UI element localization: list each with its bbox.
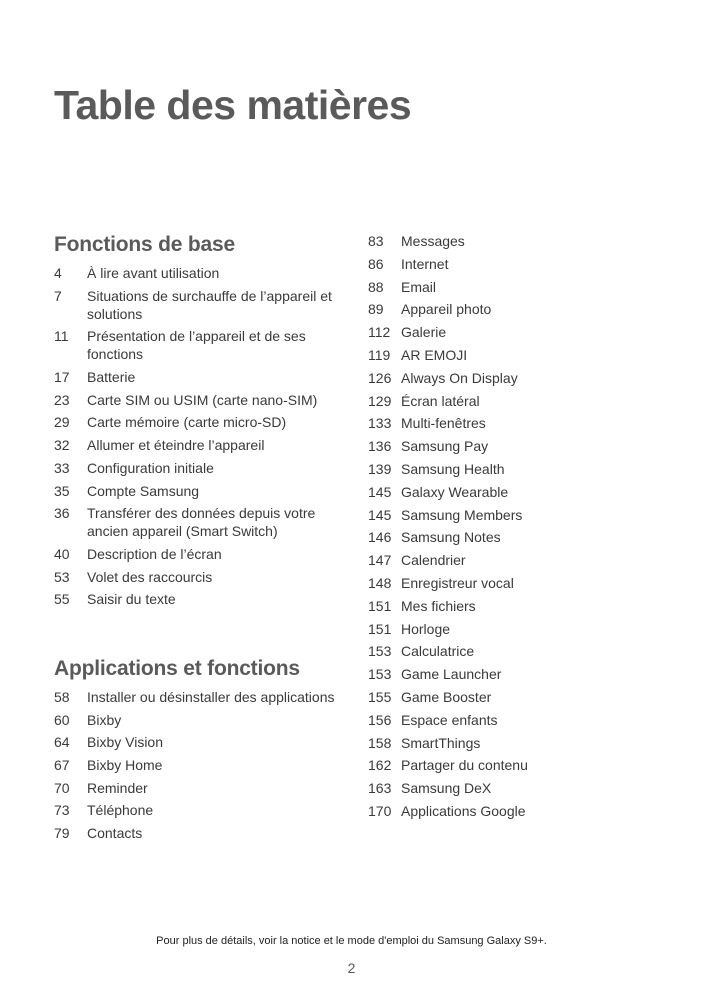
toc-entry-title: Transférer des données depuis votre ancien appareil (Smart Switch) bbox=[87, 505, 316, 540]
toc-page-number: 155 bbox=[368, 688, 392, 705]
toc-page-number: 148 bbox=[368, 574, 392, 591]
toc-page-number: 146 bbox=[368, 529, 392, 546]
toc-page-number: 17 bbox=[54, 369, 70, 386]
toc-entry-title: Samsung Notes bbox=[401, 529, 501, 546]
toc-entry[interactable] bbox=[368, 414, 668, 432]
toc-page-number: 139 bbox=[368, 460, 392, 477]
toc-entry[interactable] bbox=[368, 506, 668, 524]
toc-entry-title: Batterie bbox=[87, 369, 136, 386]
toc-entry-title: Game Launcher bbox=[401, 666, 502, 683]
toc-entry[interactable] bbox=[54, 327, 344, 363]
toc-entry[interactable] bbox=[54, 733, 344, 751]
toc-entry[interactable] bbox=[368, 323, 668, 341]
toc-entry-title: Samsung DeX bbox=[401, 780, 492, 797]
toc-entry-title: Samsung Health bbox=[401, 460, 505, 477]
toc-entry-title: Samsung Pay bbox=[401, 438, 489, 455]
section-heading-applications-et-fonctions: Applications et fonctions bbox=[54, 657, 300, 680]
toc-page-number: 58 bbox=[54, 689, 70, 705]
toc-page-number: 83 bbox=[368, 233, 384, 249]
toc-entry-title: Always On Display bbox=[401, 369, 518, 386]
toc-entry[interactable] bbox=[54, 824, 344, 842]
toc-entry-title: Compte Samsung bbox=[87, 482, 200, 499]
toc-entry[interactable] bbox=[368, 483, 668, 501]
toc-entry[interactable] bbox=[368, 734, 668, 752]
toc-entry[interactable] bbox=[368, 620, 668, 638]
toc-entry-title: Galerie bbox=[401, 324, 447, 341]
toc-entry-title: Allumer et éteindre l’appareil bbox=[87, 437, 265, 454]
toc-entry[interactable] bbox=[368, 711, 668, 729]
toc-page-number: 126 bbox=[368, 369, 392, 386]
toc-page-number: 151 bbox=[368, 620, 392, 637]
toc-page-number: 33 bbox=[54, 459, 70, 476]
toc-page-number: 156 bbox=[368, 711, 392, 728]
toc-entry[interactable] bbox=[368, 255, 668, 273]
toc-entry-title: Messages bbox=[401, 233, 465, 249]
toc-entry[interactable] bbox=[54, 504, 344, 540]
toc-entry-title: Appareil photo bbox=[401, 301, 492, 318]
toc-page-number: 55 bbox=[54, 591, 70, 608]
toc-entry[interactable] bbox=[368, 802, 668, 820]
toc-page-number: 112 bbox=[368, 324, 391, 341]
toc-entry-title: Horloge bbox=[401, 620, 451, 637]
toc-page-number: 67 bbox=[54, 757, 70, 774]
toc-entry[interactable] bbox=[54, 482, 344, 500]
toc-entry[interactable] bbox=[54, 287, 344, 323]
toc-entry-title: Internet bbox=[401, 255, 449, 272]
toc-entry-title: Game Booster bbox=[401, 688, 492, 705]
toc-entry-title: Partager du contenu bbox=[401, 757, 528, 774]
toc-page-number: 88 bbox=[368, 278, 384, 295]
toc-entry-title: Samsung Members bbox=[401, 506, 523, 523]
toc-entry-title: SmartThings bbox=[401, 734, 481, 751]
toc-entry-title: Email bbox=[401, 278, 437, 295]
toc-entry-title: Bixby Home bbox=[87, 757, 163, 774]
toc-entry[interactable] bbox=[368, 392, 668, 410]
toc-entry[interactable] bbox=[368, 528, 668, 546]
toc-entry[interactable] bbox=[368, 574, 668, 592]
toc-entry-title: Écran latéral bbox=[401, 392, 480, 409]
toc-page-number: 60 bbox=[54, 711, 70, 728]
toc-entry-title: Reminder bbox=[87, 779, 148, 796]
toc-entry-title: AR EMOJI bbox=[401, 346, 468, 363]
toc-page-number: 86 bbox=[368, 255, 384, 272]
toc-list-applications-right bbox=[368, 232, 668, 825]
toc-entry-title: Espace enfants bbox=[401, 711, 498, 728]
toc-page-number: 70 bbox=[54, 779, 70, 796]
toc-page-number: 153 bbox=[368, 666, 392, 683]
toc-entry-title: Téléphone bbox=[87, 802, 154, 819]
toc-entry-title: Saisir du texte bbox=[87, 591, 176, 608]
toc-page-number: 79 bbox=[54, 825, 70, 842]
toc-page-number: 32 bbox=[54, 437, 70, 454]
toc-entry-title: Applications Google bbox=[401, 802, 526, 819]
toc-entry[interactable] bbox=[54, 436, 344, 454]
toc-entry-title: Contacts bbox=[87, 825, 143, 842]
toc-entry[interactable] bbox=[54, 779, 344, 797]
toc-page-number: 35 bbox=[54, 482, 70, 499]
toc-entry[interactable] bbox=[368, 665, 668, 683]
toc-page-number: 145 bbox=[368, 483, 392, 500]
toc-page-number: 162 bbox=[368, 757, 392, 774]
toc-entry[interactable] bbox=[54, 391, 344, 409]
toc-page-number: 158 bbox=[368, 734, 392, 751]
toc-page-number: 40 bbox=[54, 545, 70, 562]
toc-entry-title: Configuration initiale bbox=[87, 459, 214, 476]
toc-page-number: 151 bbox=[368, 597, 392, 614]
toc-page-number: 147 bbox=[368, 552, 392, 569]
toc-entry[interactable] bbox=[368, 278, 668, 296]
toc-entry[interactable] bbox=[368, 642, 668, 660]
toc-entry[interactable] bbox=[54, 368, 344, 386]
section-heading-fonctions-de-base: Fonctions de base bbox=[54, 233, 235, 256]
toc-page-number: 89 bbox=[368, 301, 384, 318]
toc-entry[interactable] bbox=[368, 460, 668, 478]
toc-entry[interactable] bbox=[54, 568, 344, 586]
toc-entry-title: Calculatrice bbox=[401, 643, 475, 660]
toc-page-number: 11 bbox=[54, 328, 69, 345]
toc-page-number: 119 bbox=[368, 346, 391, 363]
toc-page-number: 7 bbox=[54, 287, 62, 304]
toc-entry[interactable] bbox=[368, 597, 668, 615]
toc-entry[interactable] bbox=[368, 346, 668, 364]
toc-page-number: 23 bbox=[54, 391, 70, 408]
toc-entry[interactable] bbox=[368, 232, 668, 250]
toc-entry-title: Volet des raccourcis bbox=[87, 568, 213, 585]
toc-page-number: 64 bbox=[54, 734, 70, 751]
toc-entry[interactable] bbox=[54, 545, 344, 563]
toc-entry[interactable] bbox=[368, 300, 668, 318]
toc-page-number: 170 bbox=[368, 802, 392, 819]
toc-entry[interactable] bbox=[368, 756, 668, 774]
toc-entry[interactable] bbox=[368, 369, 668, 387]
page-title: Table des matières bbox=[54, 82, 412, 128]
toc-entry-title: Multi-fenêtres bbox=[401, 415, 486, 432]
toc-page-number: 29 bbox=[54, 414, 70, 431]
toc-entry[interactable] bbox=[368, 551, 668, 569]
toc-entry[interactable] bbox=[54, 590, 344, 608]
toc-entry-title: Enregistreur vocal bbox=[401, 574, 514, 591]
toc-entry[interactable] bbox=[54, 688, 344, 706]
toc-entry-title: Installer ou désinstaller des applications bbox=[87, 689, 335, 705]
toc-entry[interactable] bbox=[54, 756, 344, 774]
toc-entry[interactable] bbox=[54, 413, 344, 431]
toc-entry[interactable] bbox=[368, 779, 668, 797]
toc-page-number: 163 bbox=[368, 780, 392, 797]
toc-entry-title: Situations de surchauffe de l’appareil et solutions bbox=[87, 287, 332, 322]
toc-list-fonctions-de-base bbox=[54, 264, 344, 613]
toc-entry[interactable] bbox=[54, 459, 344, 477]
toc-page-number: 53 bbox=[54, 568, 70, 585]
toc-page-number: 133 bbox=[368, 415, 392, 432]
toc-entry[interactable] bbox=[54, 264, 344, 282]
toc-entry-title: Bixby bbox=[87, 711, 122, 728]
toc-entry[interactable] bbox=[54, 801, 344, 819]
toc-entry-title: Calendrier bbox=[401, 552, 466, 569]
page-number: 2 bbox=[347, 960, 356, 976]
toc-entry-title: Galaxy Wearable bbox=[401, 483, 509, 500]
toc-entry[interactable] bbox=[368, 437, 668, 455]
toc-page-number: 145 bbox=[368, 506, 392, 523]
toc-entry-title: Carte SIM ou USIM (carte nano-SIM) bbox=[87, 391, 318, 408]
toc-page-number: 153 bbox=[368, 643, 392, 660]
toc-page-number: 136 bbox=[368, 438, 392, 455]
toc-entry[interactable] bbox=[368, 688, 668, 706]
toc-entry-title: Bixby Vision bbox=[87, 734, 164, 751]
toc-entry-title: Mes fichiers bbox=[401, 597, 476, 614]
toc-page-number: 129 bbox=[368, 392, 392, 409]
toc-page-number: 36 bbox=[54, 505, 70, 522]
toc-entry-title: Carte mémoire (carte micro-SD) bbox=[87, 414, 287, 431]
toc-page-number: 4 bbox=[54, 265, 62, 281]
toc-entry-title: À lire avant utilisation bbox=[87, 265, 220, 281]
toc-list-applications-left bbox=[54, 688, 344, 847]
toc-entry[interactable] bbox=[54, 711, 344, 729]
footer-note: Pour plus de détails, voir la notice et le mode d'emploi du Samsung Galaxy S9+. bbox=[156, 935, 547, 947]
toc-page-number: 73 bbox=[54, 802, 70, 819]
toc-entry-title: Présentation de l’appareil et de ses fonctions bbox=[87, 328, 306, 363]
toc-entry-title: Description de l’écran bbox=[87, 545, 222, 562]
